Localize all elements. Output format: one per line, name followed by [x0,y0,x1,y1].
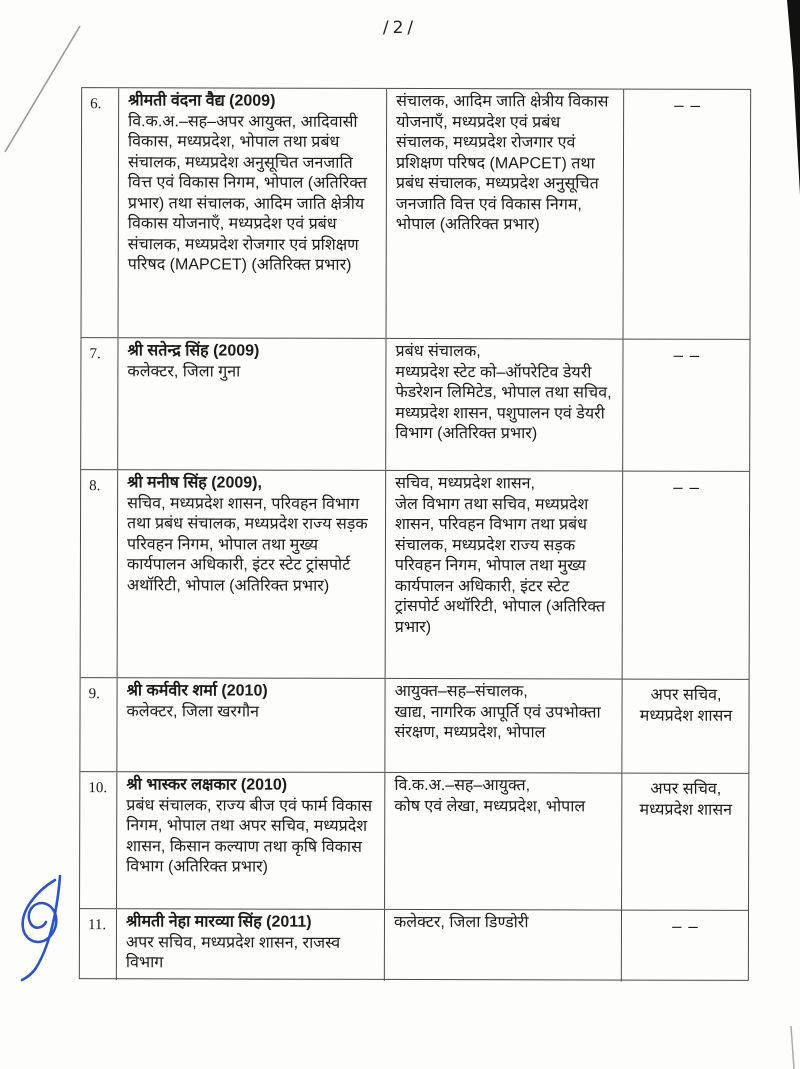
signature-tail [22,876,60,980]
officer-cell [116,678,384,772]
officer-current-post: सचिव, मध्यप्रदेश शासन, परिवहन विभाग तथा प्रबंध संचालक, मध्यप्रदेश राज्य सड़क परिवहन निगम, भोपाल तथा मुख्य कार्यपालन अधिकारी, इंटर स्टेट ट्रांसपोर्ट अथॉरिटी, भोपाल (अतिरिक्त प्रभार) [126,494,368,595]
new-post-lead: सचिव, मध्यप्रदेश शासन, [395,474,536,493]
officer-current-post: अपर सचिव, मध्यप्रदेश शासन, राजस्व विभाग [125,933,341,972]
officer-cell [116,909,384,981]
table-row [82,88,751,340]
scan-edge-line [791,1026,794,1069]
remarks-cell: – – [621,911,748,982]
serial-cell: 8. [89,478,101,495]
new-posting-cell [384,773,621,910]
serial-cell: 11. [87,917,107,934]
remarks-cell: अपर सचिव, मध्यप्रदेश शासन [621,774,748,910]
officer-name: श्रीमती नेहा मारव्या सिंह (2011) [125,913,312,931]
remarks-cell: अपर सचिव, मध्यप्रदेश शासन [621,680,748,773]
new-post: कोष एवं लेखा, मध्यप्रदेश, भोपाल [394,797,586,815]
officer-cell [116,772,384,909]
new-post: मध्यप्रदेश स्टेट को–ऑपरेटिव डेयरी फेडरेशन लिमिटेड, भोपाल तथा सचिव, मध्यप्रदेश शासन, पशुपालन एवं डेयरी विभाग (अतिरिक्त प्रभार) [395,363,612,443]
new-posting-cell [385,471,623,679]
serial-cell: 9. [88,686,100,703]
signature-loop [23,880,57,942]
officer-name: श्री मनीष सिंह (2009), [127,474,262,492]
officer-name: श्रीमती वंदना वैद्य (2009) [128,92,276,110]
table-row [81,338,749,472]
new-posting-cell [386,89,624,339]
serial-cell: 10. [88,780,108,797]
new-post-lead: वि.क.अ.–सह–आयुक्त, [394,776,531,795]
new-post: जेल विभाग तथा सचिव, मध्यप्रदेश शासन, परिवहन विभाग तथा प्रबंध संचालक, मध्यप्रदेश राज्य सड़क परिवहन निगम, भोपाल तथा मुख्य कार्यपालन अधिकारी, इंटर स्टेट ट्रांसपोर्ट अथॉरिटी, भोपाल (अतिरिक्त प्रभार) [394,495,606,636]
officer-cell [117,338,385,470]
new-post-lead: कलेक्टर, जिला डिण्डोरी [393,913,529,932]
serial-cell: 7. [89,346,101,363]
new-posting-cell [385,339,622,471]
officers-table [79,87,751,981]
new-post: संचालक, आदिम जाति क्षेत्रीय विकास योजनाएँ, मध्यप्रदेश एवं प्रबंध संचालक, मध्यप्रदेश रोजगार एवं प्रशिक्षण परिषद (MAPCET) तथा प्रबंध संचालक, मध्यप्रदेश अनुसूचित जनजाति वित्त एवं विकास निगम, भोपाल (अतिरिक्त प्रभार) [395,92,609,234]
new-post-lead: आयुक्त–सह–संचालक, [394,682,528,701]
page-number: /2/ [382,18,418,38]
scan-fold-line [5,26,80,152]
serial-cell: 6. [90,96,102,113]
officer-name: श्री भास्कर लक्षकार (2010) [126,776,288,794]
officer-name: श्री कर्मवीर शर्मा (2010) [126,682,268,700]
remarks-cell: – – [622,472,750,679]
table-row [80,909,748,982]
officer-current-post: प्रबंध संचालक, राज्य बीज एवं फार्म विकास निगम, भोपाल तथा अपर सचिव, मध्यप्रदेश शासन, किसान कल्याण तथा कृषि विकास विभाग (अतिरिक्त प्रभार) [126,796,373,876]
new-post-lead: प्रबंध संचालक, [395,342,481,361]
officer-current-post: कलेक्टर, जिला खरगौन [126,702,260,721]
remarks-cell: – – [622,340,749,471]
officer-current-post: कलेक्टर, जिला गुना [127,362,241,381]
officer-current-post: वि.क.अ.–सह–अपर आयुक्त, आदिवासी विकास, मध्यप्रदेश, भोपाल तथा प्रबंध संचालक, मध्यप्रदेश अनुसूचित जनजाति वित्त एवं विकास निगम, भोपाल (अतिरिक्त प्रभार) तथा संचालक, आदिम जाति क्षेत्रीय विकास योजनाएँ, मध्यप्रदेश एवं प्रबंध संचालक, मध्यप्रदेश रोजगार एवं प्रशिक्षण परिषद (MAPCET) (अतिरिक्त प्रभार) [127,112,368,274]
remarks-cell: – – [623,90,751,339]
table-row [80,772,748,911]
new-posting-cell [384,910,621,982]
new-posting-cell [384,679,621,773]
new-post: खाद्य, नागरिक आपूर्ति एवं उपभोक्ता संरक्षण, मध्यप्रदेश, भोपाल [394,703,601,742]
signature-mark [8,868,78,988]
officer-cell [117,470,386,678]
officer-cell [118,88,387,338]
table-row [80,678,748,774]
officer-name: श्री सतेन्द्र सिंह (2009) [127,342,260,360]
table-row [81,470,750,680]
